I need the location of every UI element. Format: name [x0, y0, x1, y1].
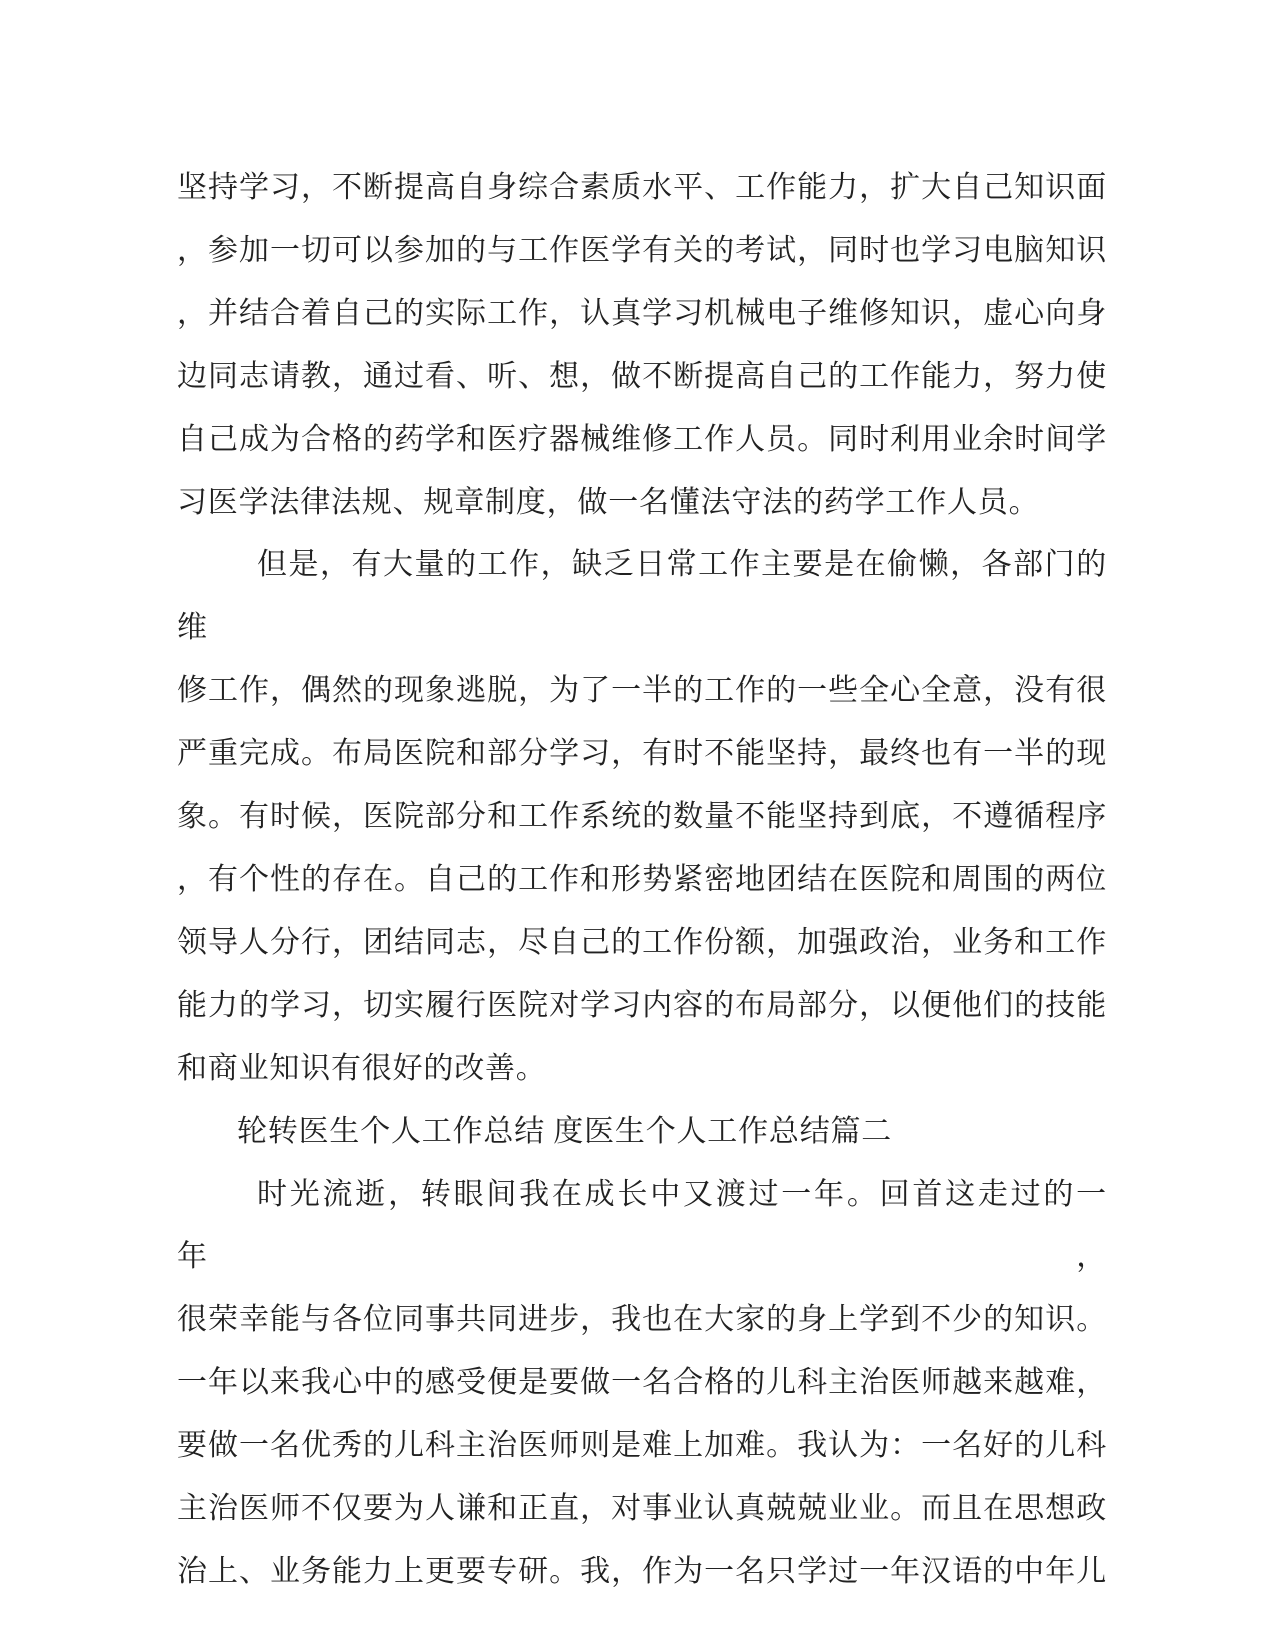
- text-line: 但是，有大量的工作，缺乏日常工作主要是在偷懒，各部门的维: [177, 548, 1107, 645]
- text-line: 象。有时候，医院部分和工作系统的数量不能坚持到底，不遵循程序: [177, 800, 1107, 834]
- text-line: 坚持学习，不断提高自身综合素质水平、工作能力，扩大自己知识面: [177, 171, 1107, 204]
- text-line: 习医学法律法规、规章制度，做一名懂法守法的药学工作人员。: [177, 485, 1040, 519]
- text-line: ，并结合着自己的实际工作，认真学习机械电子维修知识，虚心向身: [177, 296, 1107, 330]
- text-line: ，有个性的存在。自己的工作和形势紧密地团结在医院和周围的两位: [177, 862, 1107, 896]
- text-line: 领导人分行，团结同志，尽自己的工作份额，加强政治，业务和工作: [177, 925, 1107, 959]
- text-line: 要做一名优秀的儿科主治医师则是难上加难。我认为：一名好的儿科: [177, 1429, 1107, 1463]
- text-line: 治上、业务能力上更要专研。我，作为一名只学过一年汉语的中年儿: [177, 1554, 1107, 1588]
- text-line: 边同志请教，通过看、听、想，做不断提高自己的工作能力，努力使: [177, 359, 1107, 393]
- text-line: 主治医师不仅要为人谦和正直，对事业认真兢兢业业。而且在思想政: [177, 1492, 1107, 1526]
- text-line: ，参加一切可以参加的与工作医学有关的考试，同时也学习电脑知识: [177, 233, 1107, 267]
- text-line: 修工作，偶然的现象逃脱，为了一半的工作的一些全心全意，没有很: [177, 674, 1107, 708]
- text-line: 自己成为合格的药学和医疗器械维修工作人员。同时利用业余时间学: [177, 422, 1107, 456]
- text-line: 能力的学习，切实履行医院对学习内容的布局部分，以便他们的技能: [177, 988, 1107, 1022]
- text-line: 轮转医生个人工作总结 度医生个人工作总结篇二: [237, 1114, 893, 1148]
- document-text: [177, 157, 1107, 1604]
- text-line: 很荣幸能与各位同事共同进步，我也在大家的身上学到不少的知识。: [177, 1303, 1107, 1337]
- text-line: 时光流逝，转眼间我在成长中又渡过一年。回首这走过的一年，: [177, 1177, 1107, 1274]
- text-line: 一年以来我心中的感受便是要做一名合格的儿科主治医师越来越难，: [177, 1366, 1107, 1400]
- text-line: 和商业知识有很好的改善。: [177, 1051, 547, 1085]
- text-line: 严重完成。布局医院和部分学习，有时不能坚持，最终也有一半的现: [177, 737, 1107, 771]
